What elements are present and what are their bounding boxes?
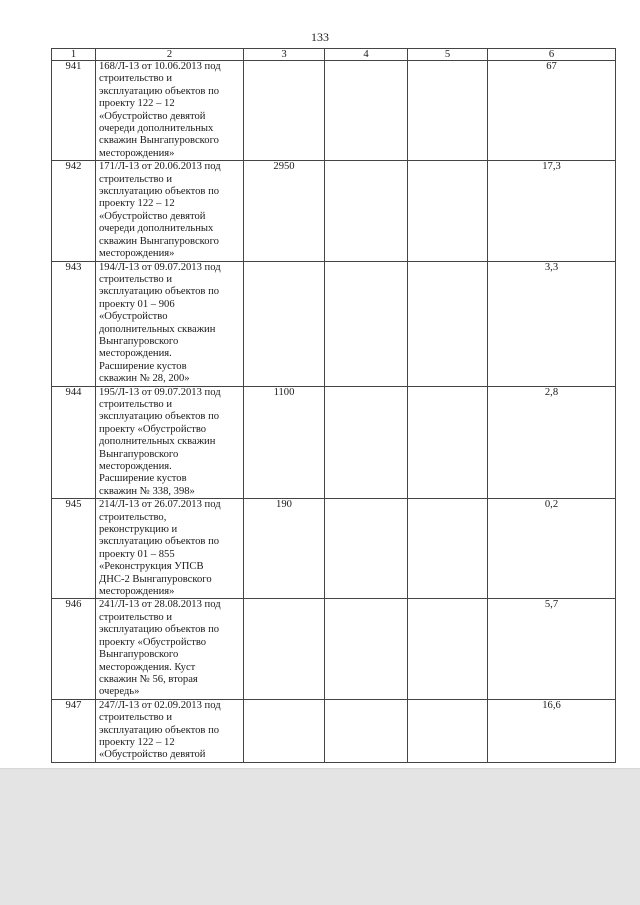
row-col5 — [408, 699, 488, 762]
row-col6: 0,2 — [488, 499, 616, 599]
row-description: 171/Л-13 от 20.06.2013 под строительство и эксплуатацию объектов по проекту 122 – 12 «Обустройство девятой очереди дополнительных скважин Вынгапуровского месторождения» — [96, 161, 244, 261]
page-number: 133 — [311, 30, 329, 44]
row-number: 946 — [52, 599, 96, 699]
row-col3 — [244, 61, 325, 161]
row-number: 947 — [52, 699, 96, 762]
row-col6: 3,3 — [488, 261, 616, 386]
row-col3: 190 — [244, 499, 325, 599]
row-description: 247/Л-13 от 02.09.2013 под строительство и эксплуатацию объектов по проекту 122 – 12 «Обустройство девятой — [96, 699, 244, 762]
row-description: 194/Л-13 от 09.07.2013 под строительство и эксплуатацию объектов по проекту 01 – 906 «Обустройство дополнительных скважин Вынгапуровского месторождения. Расширение кустов скважин № 28, 200» — [96, 261, 244, 386]
row-col5 — [408, 499, 488, 599]
table-row — [52, 61, 616, 161]
column-header-5: 5 — [408, 49, 488, 61]
row-col3 — [244, 261, 325, 386]
row-col6: 2,8 — [488, 386, 616, 499]
column-header-4: 4 — [325, 49, 408, 61]
row-col5 — [408, 61, 488, 161]
table-row — [52, 161, 616, 261]
column-header-3: 3 — [244, 49, 325, 61]
row-col5 — [408, 386, 488, 499]
row-col4 — [325, 61, 408, 161]
row-col6: 16,6 — [488, 699, 616, 762]
table-row — [52, 386, 616, 499]
row-col4 — [325, 699, 408, 762]
table-header — [52, 49, 616, 61]
column-header-2: 2 — [96, 49, 244, 61]
row-description: 214/Л-13 от 26.07.2013 под строительство, реконструкцию и эксплуатацию объектов по проекту 01 – 855 «Реконструкция УПСВ ДНС-2 Вынгапуровского месторождения» — [96, 499, 244, 599]
column-header-1: 1 — [52, 49, 96, 61]
row-col5 — [408, 599, 488, 699]
row-number: 944 — [52, 386, 96, 499]
row-col4 — [325, 386, 408, 499]
row-col4 — [325, 261, 408, 386]
row-description: 168/Л-13 от 10.06.2013 под строительство и эксплуатацию объектов по проекту 122 – 12 «Обустройство девятой очереди дополнительных скважин Вынгапуровского месторождения» — [96, 61, 244, 161]
row-col6: 17,3 — [488, 161, 616, 261]
row-col4 — [325, 599, 408, 699]
row-col5 — [408, 261, 488, 386]
table-row — [52, 261, 616, 386]
row-col5 — [408, 161, 488, 261]
table-row — [52, 499, 616, 599]
row-number: 943 — [52, 261, 96, 386]
row-col6: 5,7 — [488, 599, 616, 699]
data-table — [51, 48, 616, 763]
row-number: 945 — [52, 499, 96, 599]
row-col4 — [325, 161, 408, 261]
row-number: 942 — [52, 161, 96, 261]
row-description: 195/Л-13 от 09.07.2013 под строительство и эксплуатацию объектов по проекту «Обустройство дополнительных скважин Вынгапуровского месторождения. Расширение кустов скважин № 338, 398» — [96, 386, 244, 499]
header-row — [52, 49, 616, 61]
table-row — [52, 699, 616, 762]
column-header-6: 6 — [488, 49, 616, 61]
table-row — [52, 599, 616, 699]
table-body — [52, 61, 616, 763]
row-number: 941 — [52, 61, 96, 161]
row-col3: 1100 — [244, 386, 325, 499]
row-col3: 2950 — [244, 161, 325, 261]
row-description: 241/Л-13 от 28.08.2013 под строительство и эксплуатацию объектов по проекту «Обустройство Вынгапуровского месторождения. Куст скважин № 56, вторая очередь» — [96, 599, 244, 699]
row-col3 — [244, 699, 325, 762]
row-col3 — [244, 599, 325, 699]
row-col4 — [325, 499, 408, 599]
row-col6: 67 — [488, 61, 616, 161]
